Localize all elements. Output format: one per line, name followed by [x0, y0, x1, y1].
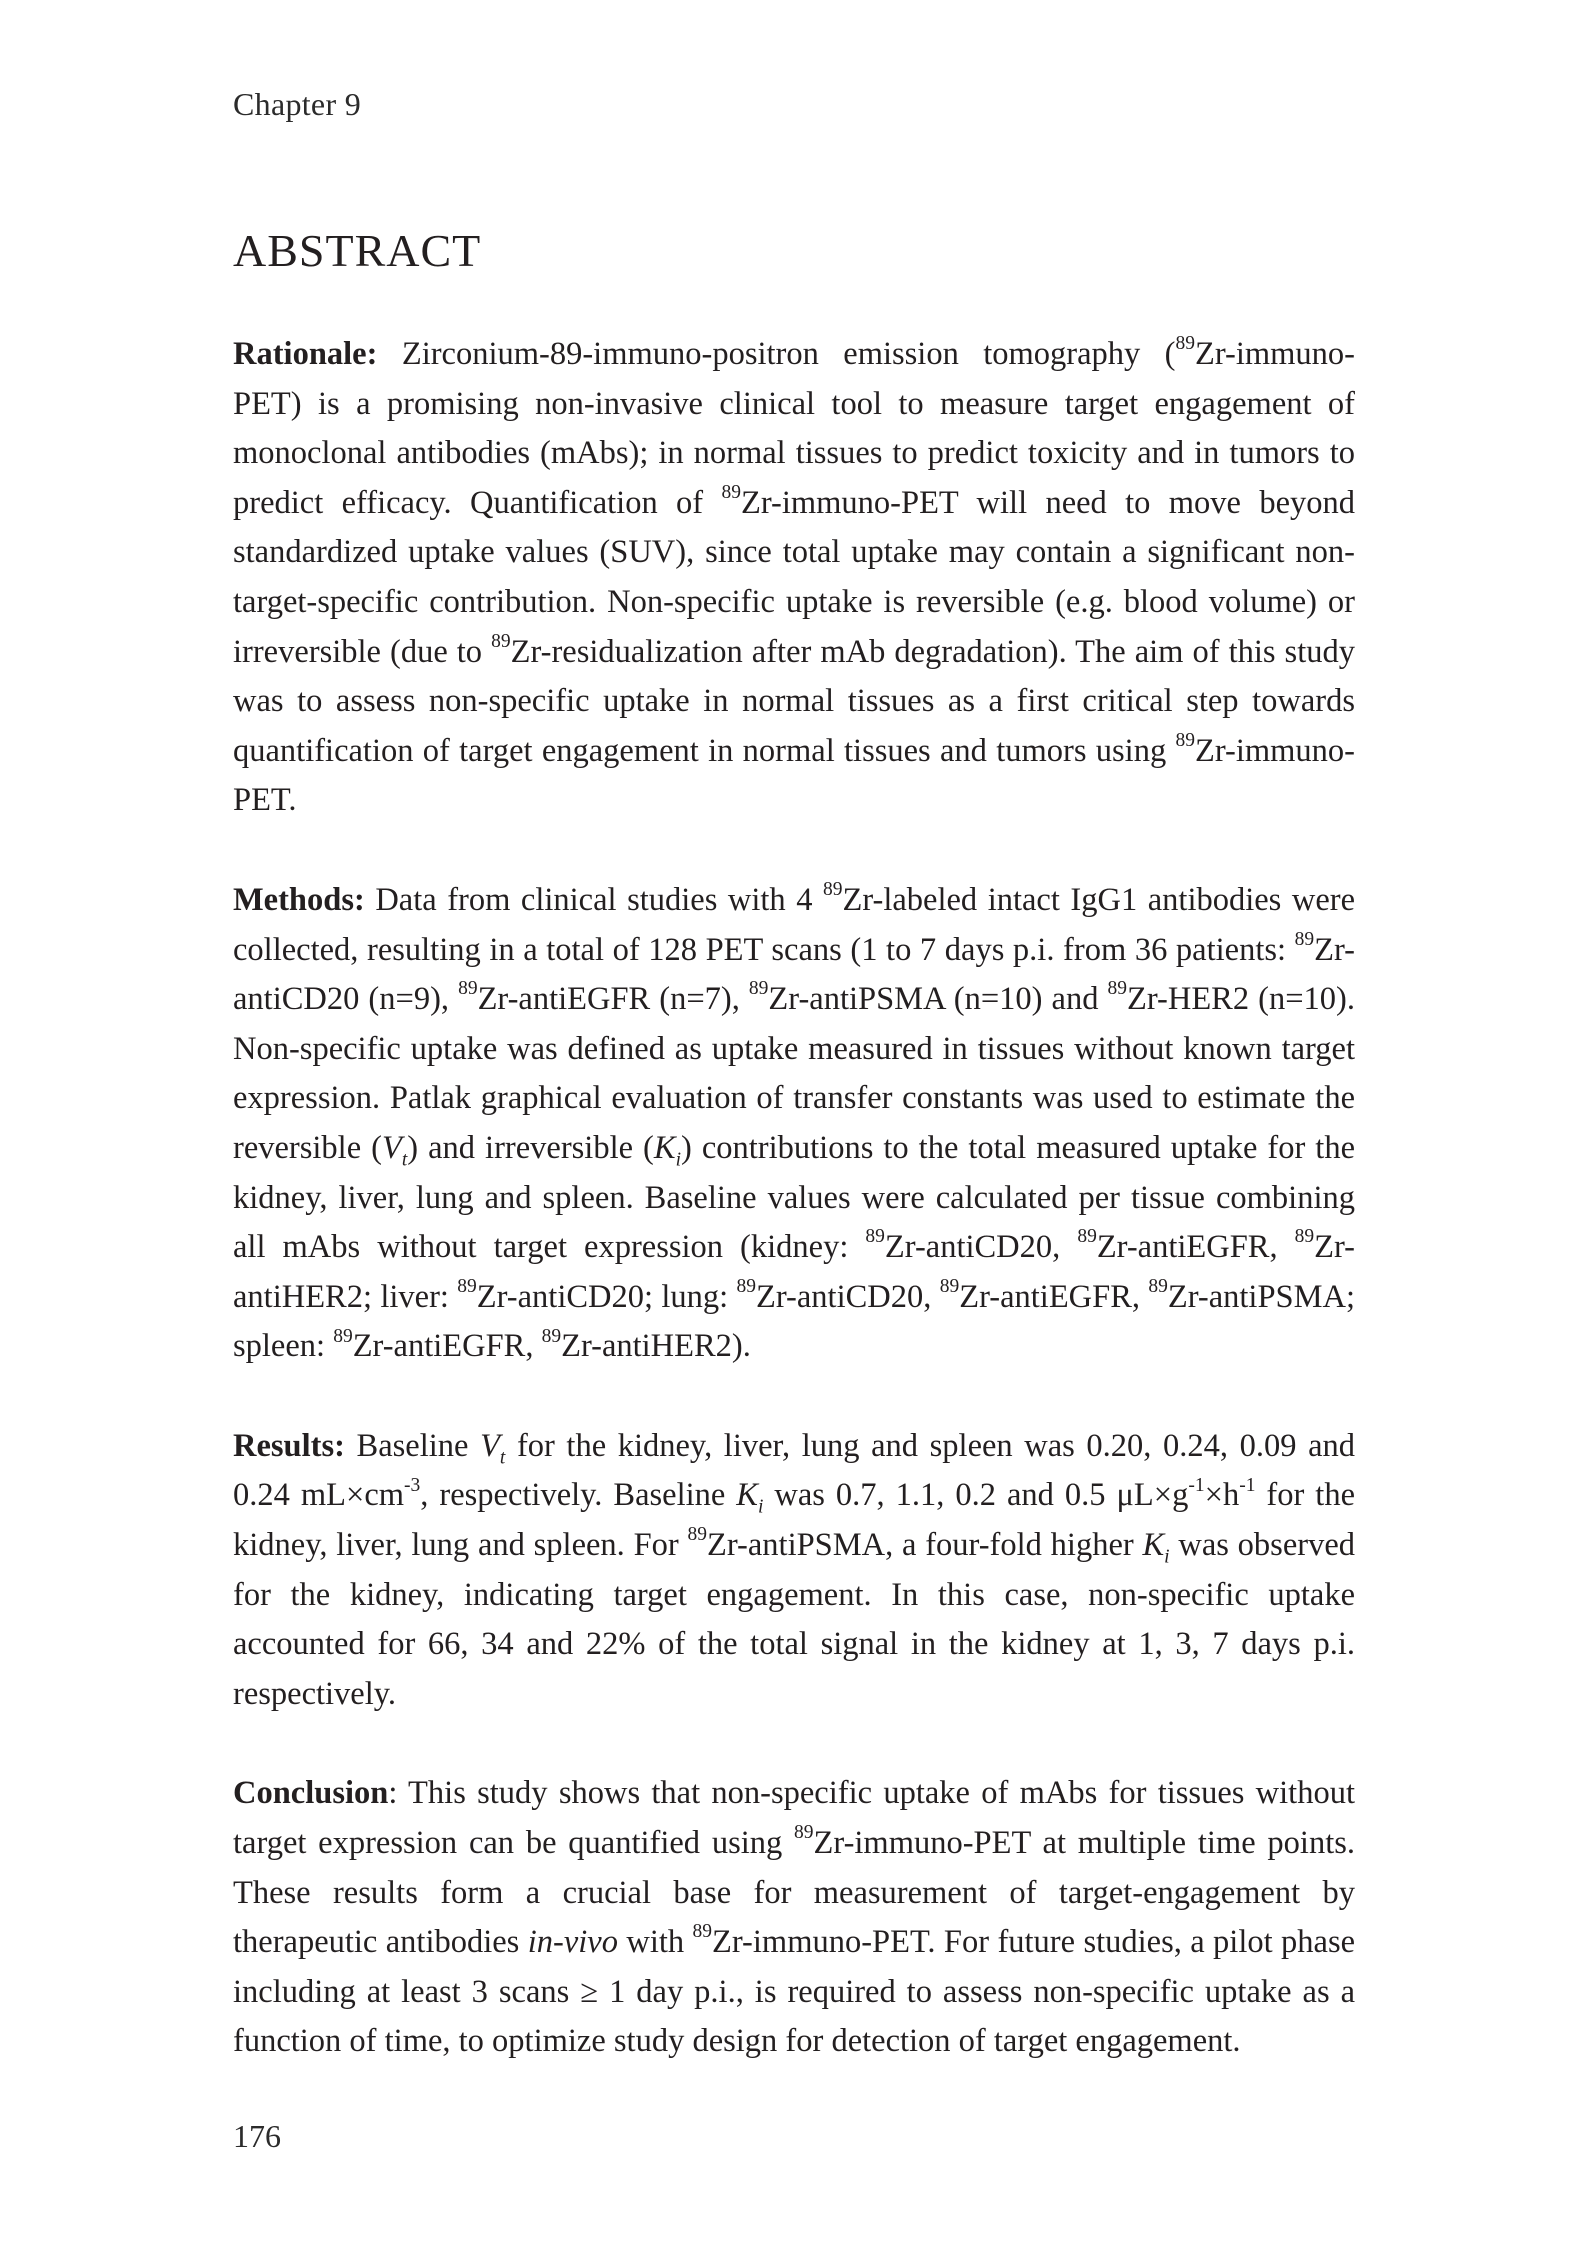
isotope-superscript: 89	[721, 482, 741, 504]
methods-text: Zr-antiEGFR (n=7),	[477, 981, 749, 1018]
methods-text: Zr-antiCD20 (n=9),	[233, 931, 1355, 1018]
abstract-body	[233, 330, 1355, 2117]
conclusion-paragraph	[233, 1769, 1355, 2067]
results-paragraph	[233, 1422, 1355, 1720]
isotope-superscript: 89	[458, 978, 478, 1000]
rationale-text: Zirconium-89-immuno-positron emission tomography (	[401, 336, 1176, 372]
isotope-superscript: 89	[822, 879, 843, 901]
rationale-text: Zr-immuno-PET.	[233, 732, 1355, 819]
isotope-superscript: 89	[1294, 1226, 1315, 1248]
methods-text: Zr-antiEGFR,	[959, 1278, 1149, 1315]
unit-superscript: -1	[1239, 1474, 1256, 1496]
results-text: Baseline	[356, 1427, 481, 1464]
isotope-superscript: 89	[1175, 730, 1195, 751]
conclusion-heading: Conclusion	[233, 1775, 389, 1812]
rationale-text: Zr-immuno-PET) is a promising non-invasive clinical tool to measure target engagement of monoclonal antibodies (mAbs); in normal tissues to predict toxicity and in tumors to predict efficacy. Quantification of	[233, 336, 1356, 521]
methods-text: ) and irreversible (	[407, 1129, 654, 1166]
abstract-title: ABSTRACT	[233, 225, 482, 276]
ki-subscript: i	[675, 1149, 681, 1171]
isotope-superscript: 89	[865, 1226, 885, 1248]
rationale-text: Zr-residualization after mAb degradation). The aim of this study was to assess non-specific uptake in normal tissues as a first critical step towards quantification of target engagement in normal tissues and tumors using	[233, 633, 1355, 769]
vt-letter: V	[381, 1129, 402, 1166]
rationale-text: Zr-immuno-PET will need to move beyond standardized uptake values (SUV), since total uptake may contain a significant non-target-specific contribution. Non-specific uptake is reversible (e.g. blood volume) or irreversible (due to	[233, 484, 1355, 670]
ki-symbol	[736, 1477, 764, 1518]
vt-subscript: t	[499, 1447, 506, 1469]
rationale-heading: Rationale:	[233, 336, 378, 372]
conclusion-text: Zr-immuno-PET. For future studies, a pilot phase including at least 3 scans ≥ 1 day p.i., is required to assess non-specific uptake as a function of time, to optimize study design for detection of target engagement.	[233, 1924, 1356, 2060]
vt-subscript: t	[401, 1149, 408, 1171]
in-vivo-italic: in-vivo	[527, 1924, 618, 1961]
vt-letter: V	[480, 1427, 500, 1464]
ki-symbol	[653, 1129, 681, 1171]
isotope-superscript: 89	[748, 978, 769, 1000]
results-heading: Results:	[233, 1427, 345, 1464]
methods-text: Zr-antiPSMA; spleen:	[233, 1278, 1355, 1365]
isotope-superscript: 89	[794, 1822, 814, 1844]
methods-heading: Methods:	[233, 881, 365, 918]
isotope-superscript: 89	[457, 1275, 477, 1297]
vt-symbol	[480, 1427, 506, 1469]
isotope-superscript: 89	[1077, 1226, 1097, 1248]
methods-text: Data from clinical studies with 4	[375, 881, 823, 918]
methods-paragraph	[233, 876, 1355, 1372]
conclusion-text: Zr-immuno-PET at multiple time points. These results form a crucial base for measurement of target-engagement by therapeutic antibodies	[233, 1825, 1355, 1961]
ki-letter: K	[1142, 1527, 1165, 1564]
results-text: ×h	[1204, 1477, 1240, 1514]
isotope-superscript: 89	[333, 1325, 353, 1347]
methods-text: Zr-antiPSMA (n=10) and	[768, 981, 1108, 1018]
methods-text: Zr-antiCD20,	[884, 1229, 1078, 1266]
running-head: Chapter 9	[233, 86, 361, 122]
isotope-superscript: 89	[939, 1275, 960, 1297]
ki-letter: K	[736, 1477, 758, 1514]
isotope-superscript: 89	[1294, 928, 1315, 950]
results-text: for the kidney, liver, lung and spleen was 0.20, 0.24, 0.09 and 0.24 mL×cm	[233, 1427, 1355, 1514]
results-text: was observed for the kidney, indicating target engagement. In this case, non-specific uptake accounted for 66, 34 and 22% of the total signal in the kidney at 1, 3, 7 days p.i. respectively.	[233, 1527, 1355, 1712]
methods-text: Zr-labeled intact IgG1 antibodies were collected, resulting in a total of 128 PET scans (1 to 7 days p.i. from 36 patients:	[233, 881, 1355, 968]
isotope-superscript: 89	[541, 1325, 562, 1347]
isotope-superscript: 89	[1107, 978, 1128, 1000]
results-text: , respectively. Baseline	[420, 1477, 737, 1514]
methods-text: Zr-antiEGFR,	[1096, 1229, 1295, 1266]
isotope-superscript: 89	[491, 630, 511, 652]
ki-subscript: i	[1164, 1546, 1170, 1568]
isotope-superscript: 89	[736, 1275, 757, 1297]
conclusion-text: : This study shows that non-specific uptake of mAbs for tissues without target expression can be quantified using	[233, 1775, 1355, 1862]
results-text: was 0.7, 1.1, 0.2 and 0.5 μL×g	[763, 1477, 1189, 1514]
ki-letter: K	[653, 1129, 676, 1166]
methods-text: Zr-antiCD20,	[756, 1278, 940, 1315]
methods-text: Zr-antiEGFR,	[352, 1328, 542, 1365]
unit-superscript: -1	[1188, 1474, 1205, 1496]
ki-subscript: i	[757, 1496, 764, 1518]
isotope-superscript: 89	[692, 1921, 713, 1943]
unit-superscript: -3	[404, 1474, 421, 1496]
results-text: for the kidney, liver, lung and spleen. For	[233, 1477, 1356, 1564]
vt-symbol	[381, 1129, 408, 1171]
isotope-superscript: 89	[687, 1524, 708, 1546]
methods-text: Zr-antiHER2).	[561, 1328, 751, 1365]
conclusion-text: with	[617, 1924, 693, 1961]
methods-text: ) contributions to the total measured uptake for the kidney, liver, lung and spleen. Baseline values were calculated per tissue combining all mAbs without target expression (kidney:	[233, 1129, 1356, 1266]
methods-text: Zr-antiCD20; lung:	[476, 1278, 737, 1315]
page-number: 176	[233, 2118, 281, 2154]
isotope-superscript: 89	[1148, 1275, 1168, 1297]
rationale-paragraph	[233, 330, 1355, 826]
results-text: Zr-antiPSMA, a four-fold higher	[707, 1527, 1143, 1564]
ki-symbol	[1142, 1527, 1170, 1568]
isotope-superscript: 89	[1175, 333, 1195, 355]
methods-text: Zr-HER2 (n=10). Non-specific uptake was defined as uptake measured in tissues without known target expression. Patlak graphical evaluation of transfer constants was used to estimate the reversible (	[233, 981, 1356, 1166]
methods-text: Zr-antiHER2; liver:	[233, 1229, 1356, 1315]
